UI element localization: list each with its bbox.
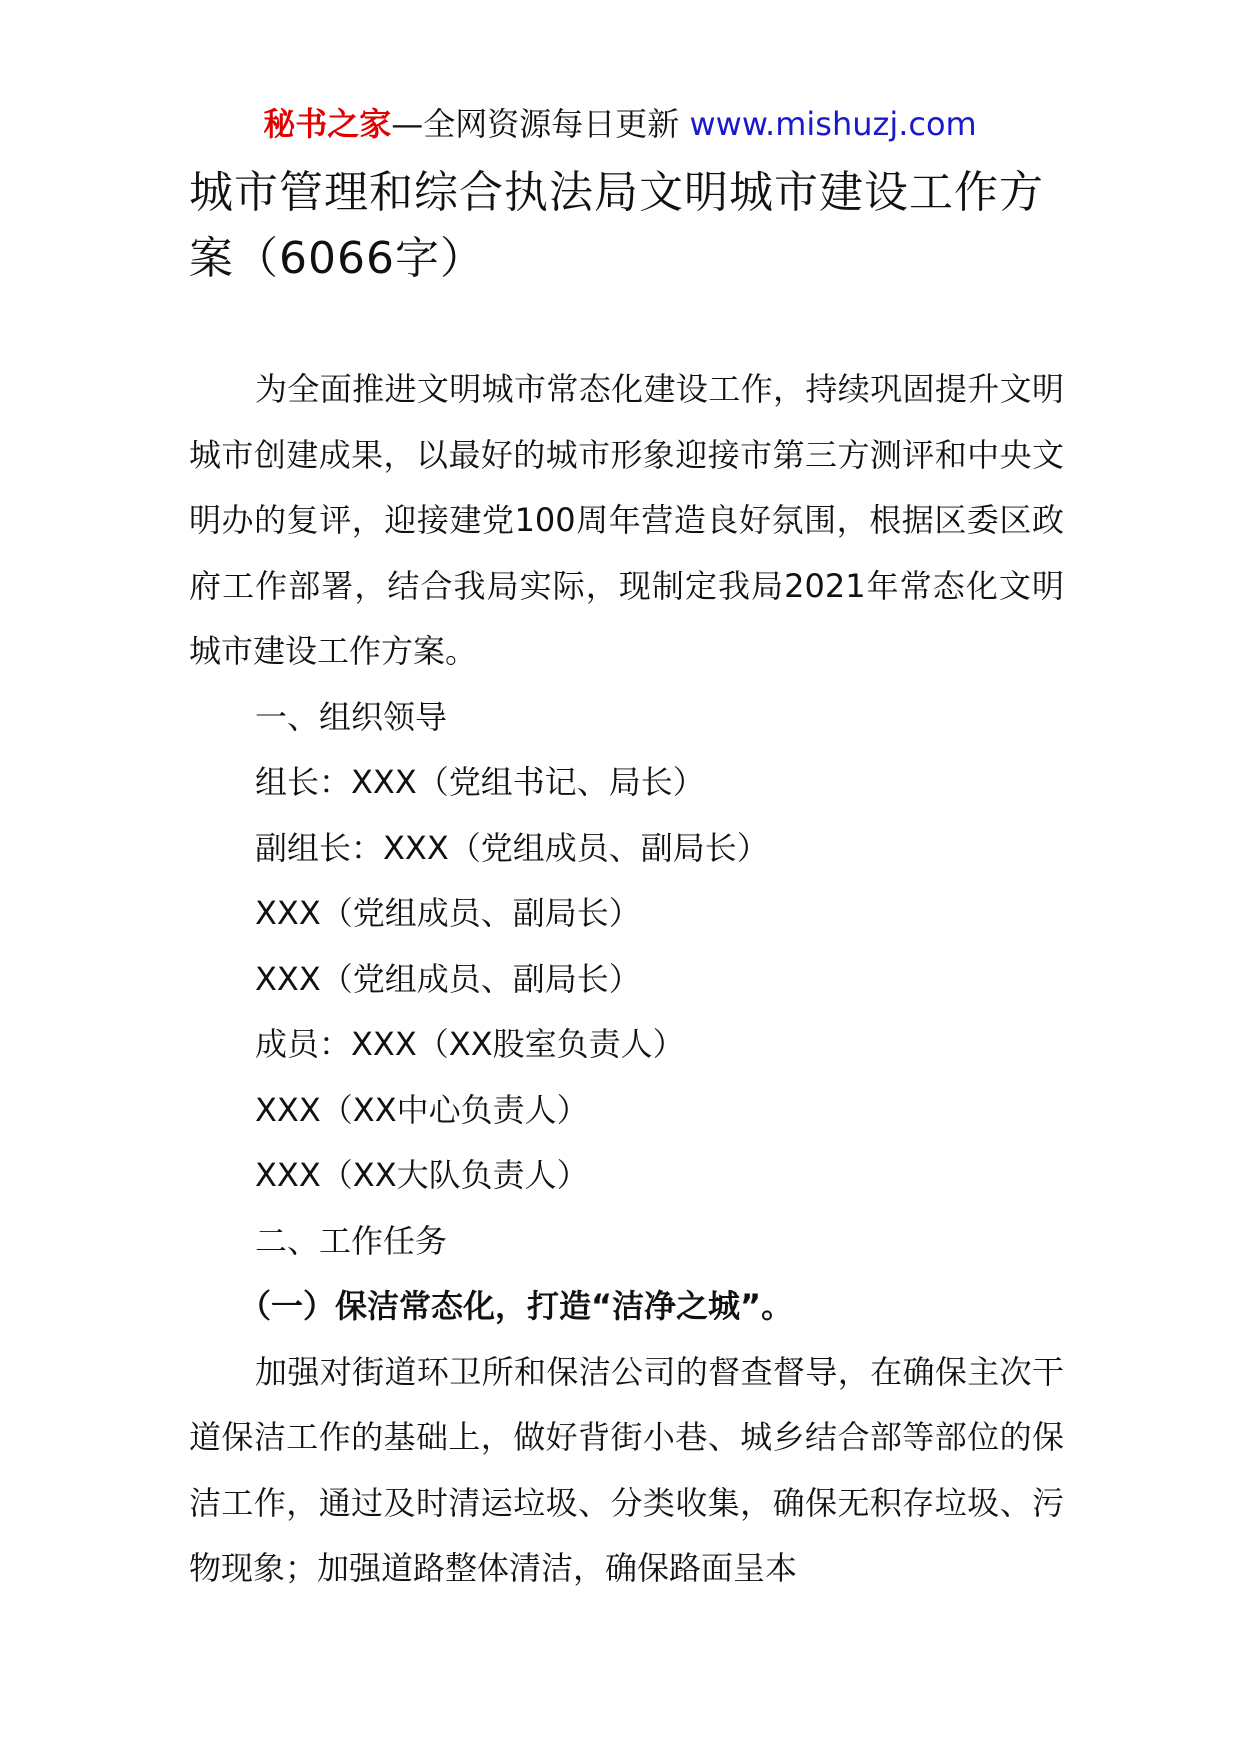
section-heading-organization: 一、组织领导 xyxy=(255,697,448,736)
document-body xyxy=(189,357,1064,1602)
section-heading-tasks: 二、工作任务 xyxy=(255,1221,448,1260)
leader-line: 组长：XXX（党组书记、局长） xyxy=(255,763,705,801)
intro-paragraph: 为全面推进文明城市常态化建设工作，持续巩固提升文明城市创建成果，以最好的城市形象迎接市第三方测评和中央文明办的复评，迎接建党100周年营造良好氛围，根据区委区政府工作部署，结合我局实际，现制定我局2021年常态化文明城市建设工作方案。 xyxy=(189,370,1064,670)
site-tagline: —全网资源每日更新 xyxy=(391,105,690,143)
member-line-1: 成员：XXX（XX股室负责人） xyxy=(255,1025,685,1063)
document-title: 城市管理和综合执法局文明城市建设工作方案（6066字） xyxy=(189,167,1044,284)
deputy-leader-line-2: XXX（党组成员、副局长） xyxy=(255,894,641,932)
member-line-2: XXX（XX中心负责人） xyxy=(255,1090,589,1129)
subsection-heading-cleaning: （一）保洁常态化，打造“洁净之城”。 xyxy=(239,1287,794,1325)
cleaning-paragraph: 加强对街道环卫所和保洁公司的督查督导，在确保主次干道保洁工作的基础上，做好背街小巷、城乡结合部等部位的保洁工作，通过及时清运垃圾、分类收集，确保无积存垃圾、污物现象；加强道路整体清洁，确保路面呈本 xyxy=(189,1352,1064,1587)
site-brand: 秘书之家 xyxy=(263,105,392,143)
site-url: www.mishuzj.com xyxy=(689,105,977,143)
site-header xyxy=(0,104,1240,144)
member-line-3: XXX（XX大队负责人） xyxy=(255,1156,589,1194)
deputy-leader-line-3: XXX（党组成员、副局长） xyxy=(255,959,641,998)
deputy-leader-line: 副组长：XXX（党组成员、副局长） xyxy=(255,828,769,867)
